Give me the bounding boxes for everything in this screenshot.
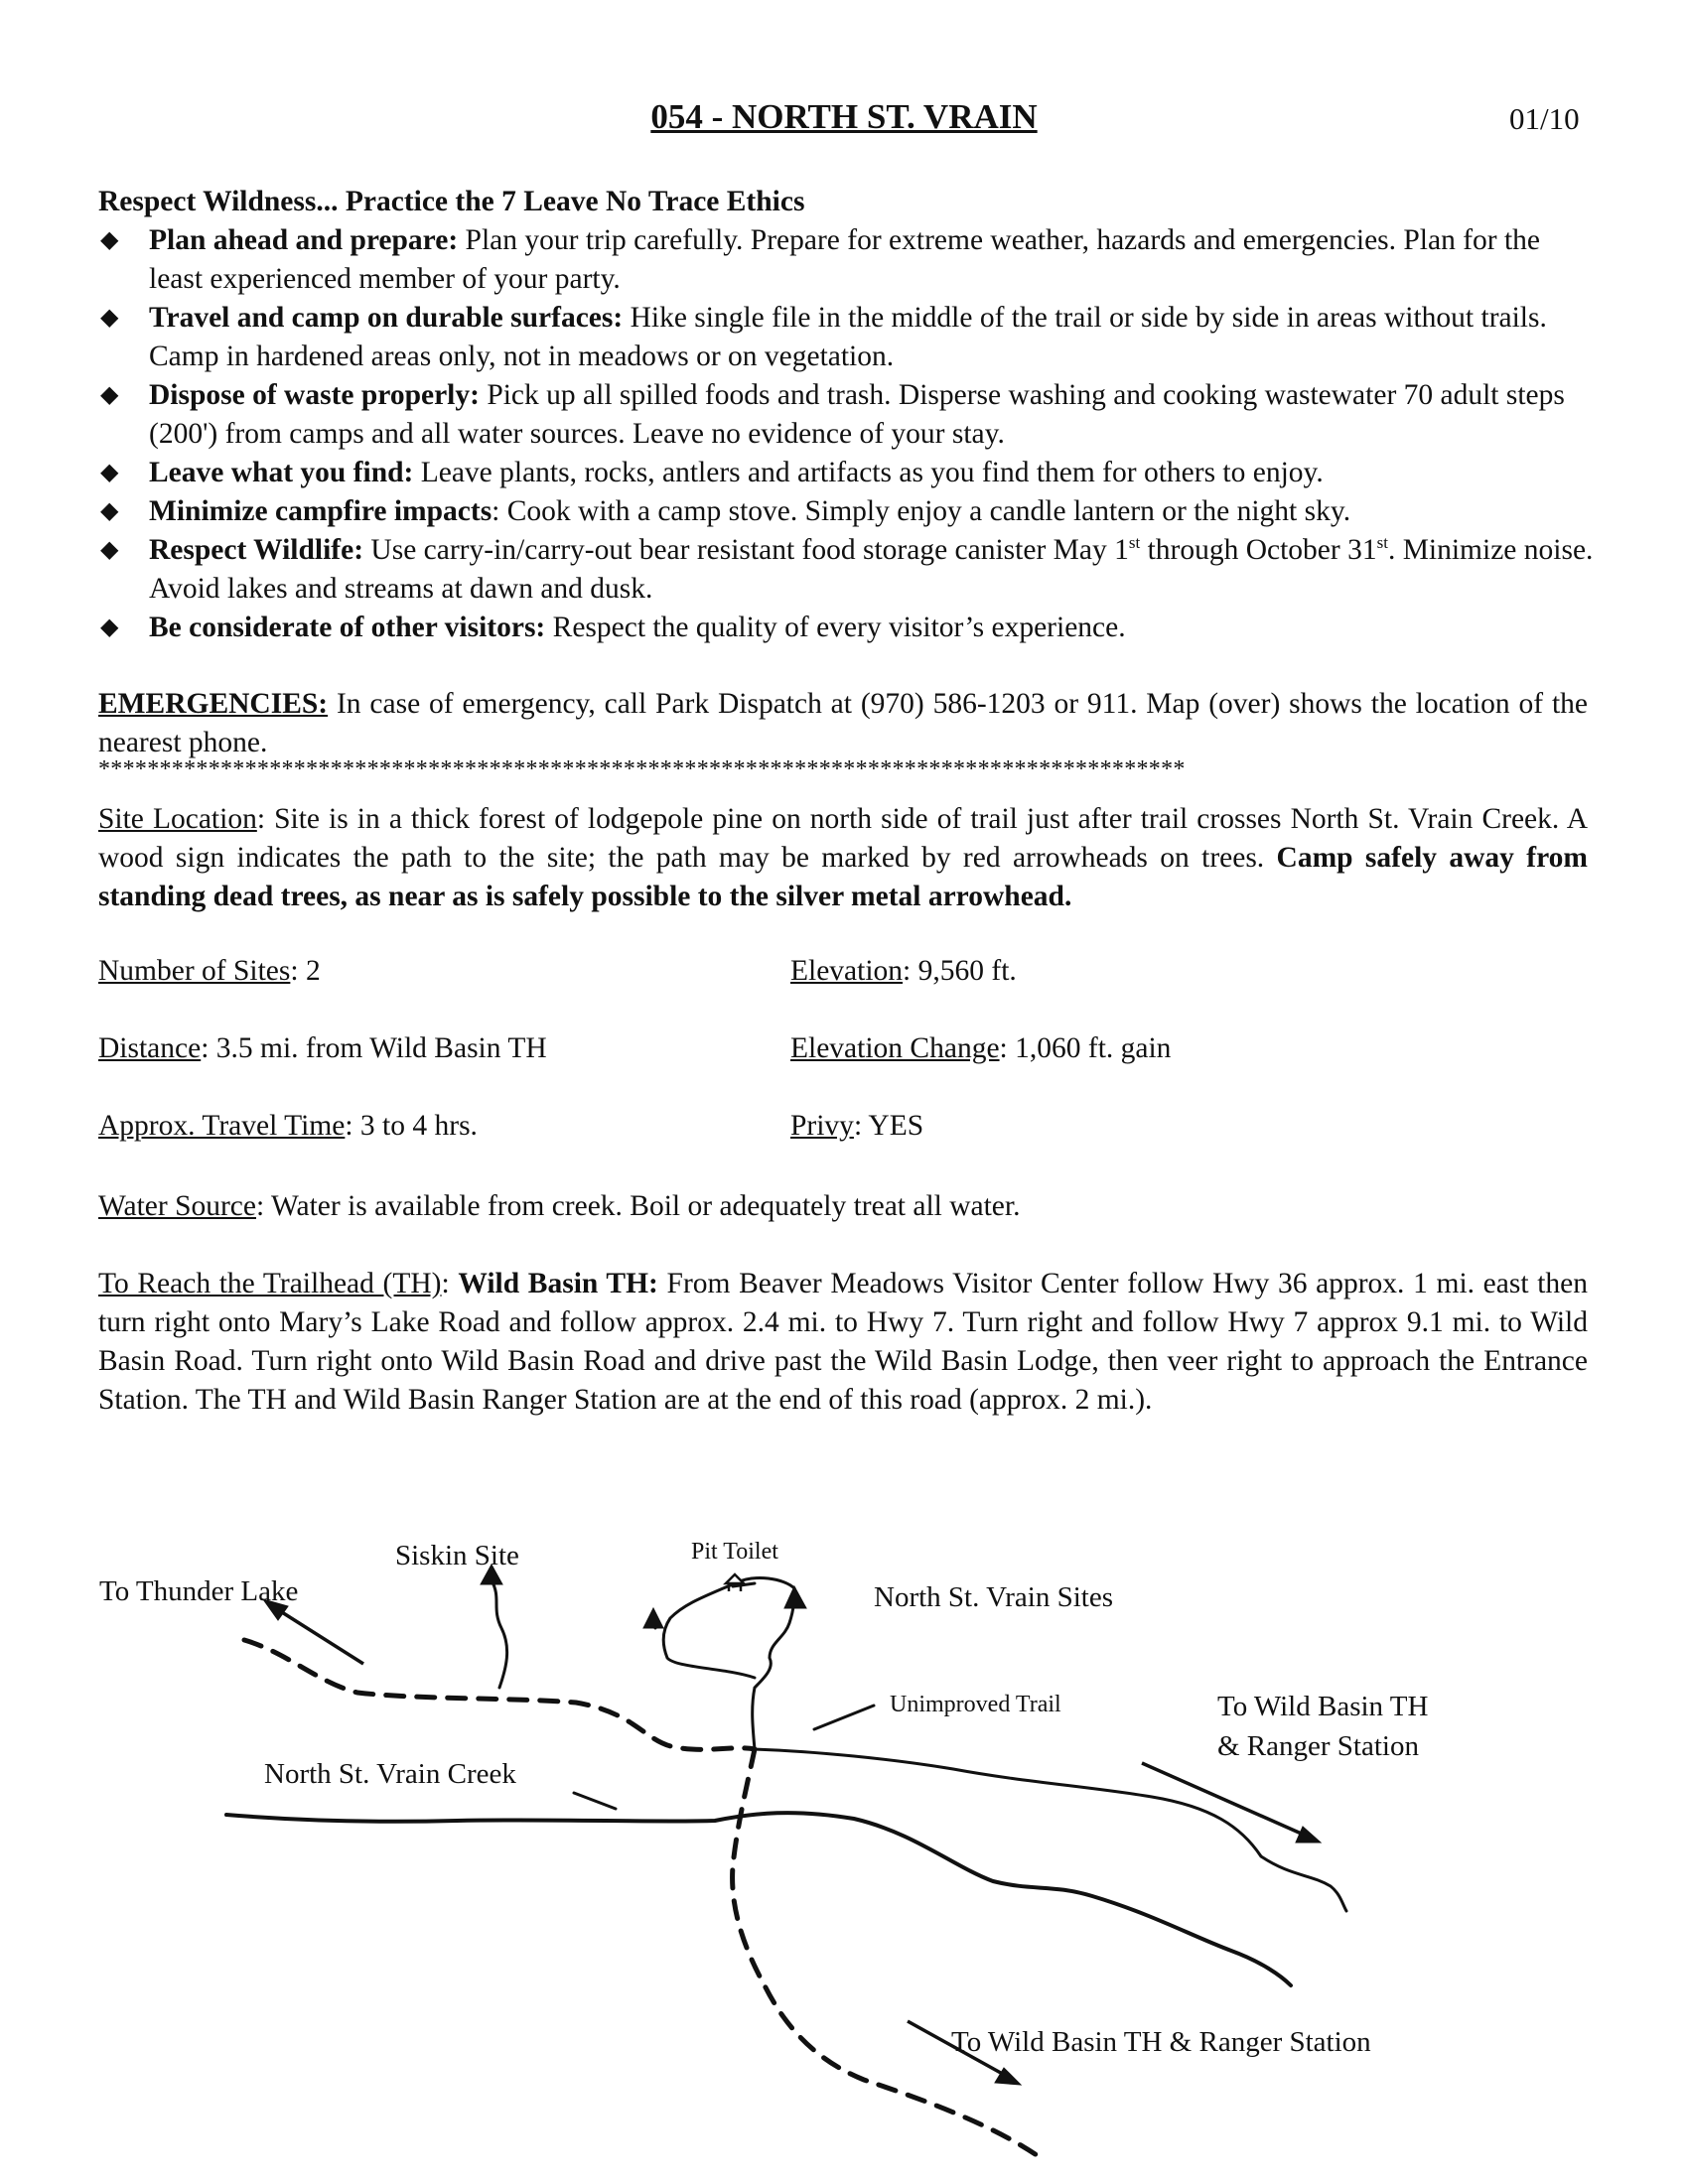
site-location-text: : Site is in a thick forest of lodgepole pine on north side of trail just after trail crosses North St. Vrain Creek. A wood sign indicates the path to the site; the path may be marked by red arrowheads on trees. [98,803,1589,874]
list-item [98,454,1598,492]
lnt-item-label: Minimize campfire impacts [149,495,492,527]
map-label-wild-basin-bottom: To Wild Basin TH & Ranger Station [951,2026,1371,2058]
lnt-list [98,221,1598,647]
lnt-item-label: Respect Wildlife: [149,534,364,566]
elevation-label: Elevation [790,955,904,987]
campsite-triangle-icon [643,1608,663,1628]
site-location-label: Site Location [98,803,257,835]
diamond-bullet-icon: ◆ [100,382,119,408]
privy [790,1110,923,1143]
elevation-change-value: : 1,060 ft. gain [999,1032,1172,1064]
map-label-pit-toilet: Pit Toilet [691,1539,778,1565]
diamond-bullet-icon: ◆ [100,305,119,331]
list-item [98,221,1598,299]
diamond-bullet-icon: ◆ [100,498,119,524]
emergencies-text: In case of emergency, call Park Dispatch at (970) 586-1203 or 911. Map (over) shows the location of the nearest phone. [98,688,1588,758]
trailhead-label: To Reach the Trailhead (TH) [98,1268,442,1299]
emergencies-label: EMERGENCIES: [98,688,329,720]
number-of-sites-label: Number of Sites [98,955,291,987]
list-item [98,531,1598,609]
south-trail-dashed [733,1749,1043,2159]
lnt-item-text: Plan your trip carefully. Prepare for extreme weather, hazards and emergencies. Plan for the least experienced member of your party. [149,224,1541,295]
elevation-change-label: Elevation Change [790,1032,1000,1064]
map-label-thunder-lake: To Thunder Lake [99,1575,299,1607]
lnt-item-label: Travel and camp on durable surfaces: [149,302,624,334]
privy-value: : YES [853,1110,924,1142]
ordinal-suffix: st [1376,533,1388,553]
diamond-bullet-icon: ◆ [100,227,119,253]
diamond-bullet-icon: ◆ [100,614,119,640]
siskin-trail [492,1580,507,1688]
lnt-item-text: Leave plants, rocks, antlers and artifacts as you find them for others to enjoy. [413,457,1324,488]
campsite-triangle-icon [784,1586,806,1608]
star-divider: ***************************************************************************************** [98,756,1186,782]
lnt-item-text: Respect the quality of every visitor’s experience. [545,612,1126,643]
lnt-item-label: Plan ahead and prepare: [149,224,459,256]
map-label-creek: North St. Vrain Creek [264,1758,516,1790]
unimproved-trail-pointer [814,1706,874,1729]
map-label-unimproved-trail: Unimproved Trail [890,1692,1061,1717]
diamond-bullet-icon: ◆ [100,460,119,485]
distance-value: : 3.5 mi. from Wild Basin TH [201,1032,547,1064]
trail-map [0,1479,1688,2184]
water-source-text: : Water is available from creek. Boil or adequately treat all water. [255,1190,1021,1222]
trailhead-text: From Beaver Meadows Visitor Center follow Hwy 36 approx. 1 mi. east then turn right onto Mary’s Lake Road and follow approx. 2.4 mi. to Hwy 7. Turn right and follow Hwy 7 approx 9.1 mi. to Wild Basin Road. Turn right onto Wild Basin Road and drive past the Wild Basin Lodge, then veer right to approach the Entrance Station. The TH and Wild Basin Ranger Station are at the end of this road (approx. 2 mi.). [98,1268,1588,1416]
trailhead-name: Wild Basin TH: [458,1268,658,1299]
emergencies-paragraph [98,685,1588,762]
site-location-warning: Camp safely away from standing dead trees, as near as is safely possible to the silver metal arrowhead. [98,842,1588,912]
water-source [98,1187,1588,1226]
lnt-item-text: : Cook with a camp stove. Simply enjoy a candle lantern or the night sky. [492,495,1351,527]
creek-pointer [574,1793,616,1809]
lnt-heading: Respect Wildness... Practice the 7 Leave No Trace Ethics [98,186,805,217]
travel-time [98,1110,478,1143]
page-title: 054 - NORTH ST. VRAIN [650,97,1038,136]
main-trail-dashed [244,1640,755,1749]
lnt-item-text: Use carry-in/carry-out bear resistant food storage canister May 1 [363,534,1129,566]
lnt-item-text: Pick up all spilled foods and trash. Disperse washing and cooking wastewater 70 adult steps (200') from camps and all water sources. Leave no evidence of your stay. [149,379,1565,450]
lnt-item-text: . Minimize noise. Avoid lakes and streams at dawn and dusk. [149,534,1594,605]
water-source-label: Water Source [98,1190,256,1222]
travel-time-label: Approx. Travel Time [98,1110,346,1142]
pit-toilet-icon [726,1574,744,1591]
list-item [98,299,1598,376]
lnt-item-text: through October 31 [1140,534,1377,566]
map-label-nsv-sites: North St. Vrain Sites [874,1581,1114,1613]
number-of-sites-value: : 2 [290,955,321,987]
trailhead-colon: : [441,1268,459,1299]
ordinal-suffix: st [1128,533,1141,553]
lnt-item-text: Hike single file in the middle of the trail or side by side in areas without trails. Camp in hardened areas only, not in meadows or on vegetation. [149,302,1547,372]
trailhead-directions [98,1265,1588,1420]
list-item [98,492,1598,531]
map-label-wild-basin-line1: To Wild Basin TH [1217,1691,1429,1722]
number-of-sites [98,955,321,988]
site-location-paragraph [98,800,1588,916]
elevation-change [790,1032,1171,1065]
arrow-to-thunder-lake [274,1607,363,1664]
list-item [98,609,1598,647]
lnt-item-label: Dispose of waste properly: [149,379,480,411]
lnt-item-label: Be considerate of other visitors: [149,612,546,643]
distance-label: Distance [98,1032,202,1064]
distance [98,1032,547,1065]
map-label-siskin-site: Siskin Site [395,1540,519,1571]
travel-time-value: : 3 to 4 hrs. [345,1110,478,1142]
lnt-item-label: Leave what you find: [149,457,414,488]
revision-date: 01/10 [1509,101,1580,136]
elevation [790,955,1017,988]
list-item [98,376,1598,454]
elevation-value: : 9,560 ft. [903,955,1017,987]
privy-label: Privy [790,1110,854,1142]
map-label-wild-basin-line2: & Ranger Station [1217,1730,1419,1762]
arrowhead-icon [1296,1827,1321,1843]
creek-line [226,1813,1291,1985]
site-loop-trail [655,1578,794,1749]
diamond-bullet-icon: ◆ [100,537,119,563]
